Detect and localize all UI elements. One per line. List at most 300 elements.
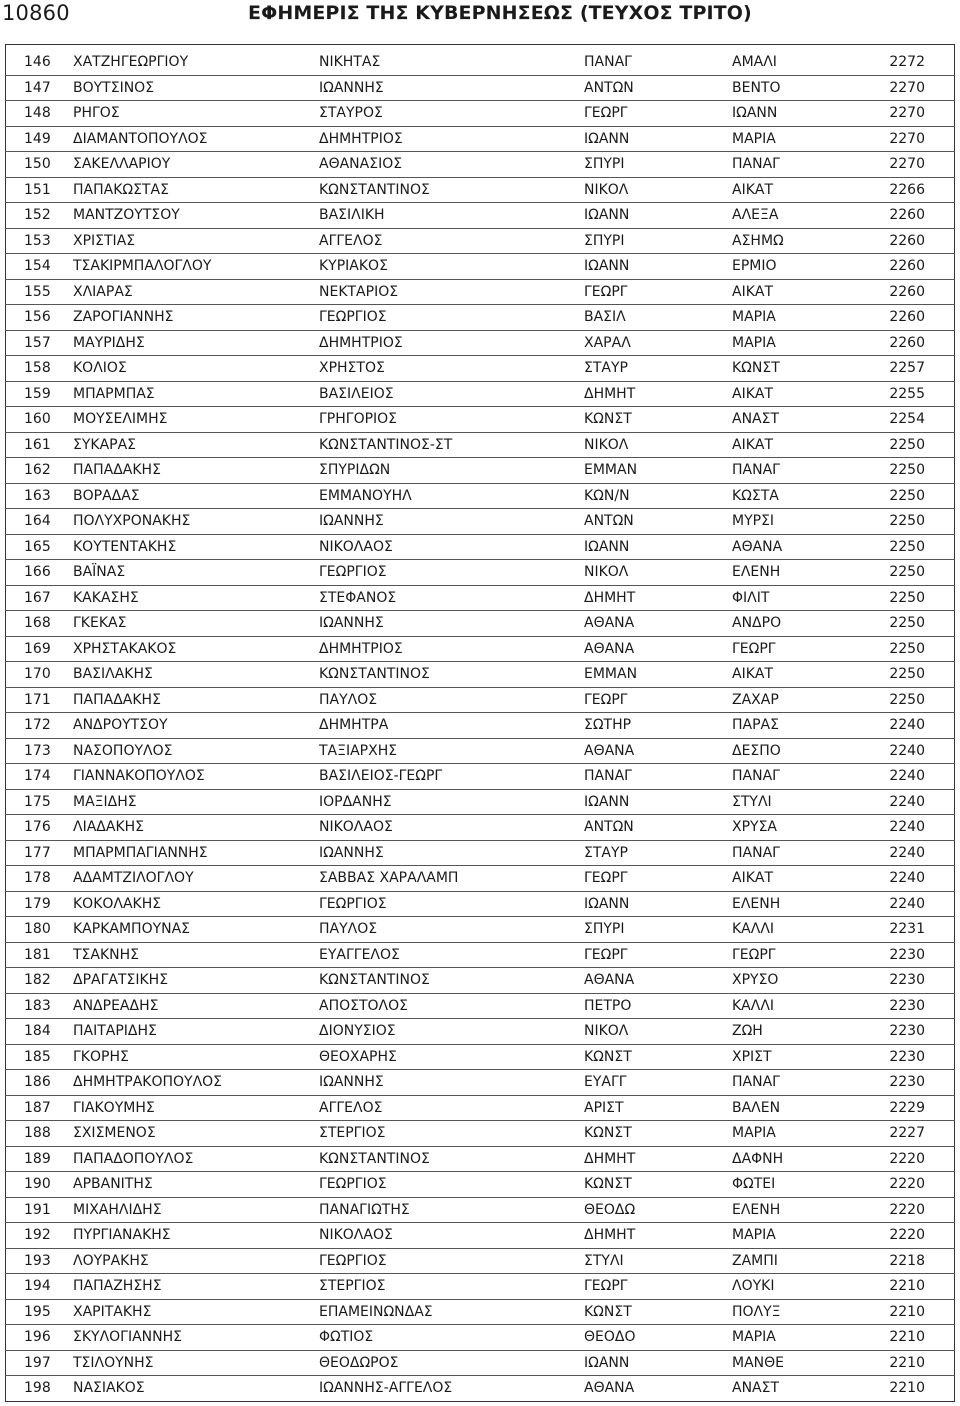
- father-name-cell: ΚΩΝΣΤ: [584, 411, 632, 427]
- mother-name-cell: ΖΑΜΠΙ: [732, 1252, 778, 1269]
- points-cell: 2260: [889, 207, 925, 223]
- points-cell: 2260: [889, 309, 925, 325]
- mother-name-cell: ΑΙΚΑΤ: [732, 666, 774, 682]
- surname-cell: ΑΔΑΜΤΖΙΛΟΓΛΟΥ: [73, 870, 194, 886]
- points-cell: 2270: [889, 79, 925, 96]
- mother-name-cell: ΑΝΔΡΟ: [732, 615, 782, 631]
- first-name-cell: ΚΩΝΣΤΑΝΤΙΝΟΣ: [319, 1150, 430, 1167]
- first-name-cell: ΚΥΡΙΑΚΟΣ: [319, 258, 388, 274]
- surname-cell: ΜΙΧΑΗΛΙΔΗΣ: [73, 1201, 162, 1218]
- father-name-cell: ΝΙΚΟΛ: [584, 436, 629, 453]
- points-cell: 2260: [889, 283, 925, 300]
- row-number: 175: [24, 793, 51, 810]
- first-name-cell: ΣΤΑΥΡΟΣ: [319, 105, 383, 121]
- row-number: 154: [24, 258, 51, 274]
- table-row: [5, 331, 955, 357]
- table-row: [5, 203, 955, 229]
- row-number: 180: [24, 921, 51, 937]
- mother-name-cell: ΚΩΣΤΑ: [732, 487, 779, 504]
- first-name-cell: ΒΑΣΙΛΙΚΗ: [319, 207, 385, 223]
- mother-name-cell: ΜΑΝΘΕ: [732, 1354, 784, 1371]
- table-row: [5, 764, 955, 790]
- first-name-cell: ΔΗΜΗΤΡΙΟΣ: [319, 334, 403, 351]
- surname-cell: ΧΑΤΖΗΓΕΩΡΓΙΟΥ: [73, 54, 189, 70]
- surname-cell: ΜΠΑΡΜΠΑΣ: [73, 385, 155, 402]
- table-row: [5, 229, 955, 255]
- page-number: 10860: [2, 1, 70, 25]
- points-cell: 2210: [889, 1278, 925, 1294]
- points-cell: 2240: [889, 870, 925, 886]
- mother-name-cell: ΠΑΡΑΣ: [732, 717, 779, 733]
- first-name-cell: ΝΙΚΟΛΑΟΣ: [319, 819, 393, 835]
- mother-name-cell: ΜΑΡΙΑ: [732, 309, 776, 325]
- mother-name-cell: ΜΑΡΙΑ: [732, 1329, 776, 1345]
- surname-cell: ΑΡΒΑΝΙΤΗΣ: [73, 1176, 153, 1192]
- father-name-cell: ΚΩΝΣΤ: [584, 1303, 632, 1320]
- father-name-cell: ΕΥΑΓΓ: [584, 1074, 627, 1090]
- mother-name-cell: ΕΛΕΝΗ: [732, 1201, 781, 1218]
- table-row: [5, 968, 955, 994]
- father-name-cell: ΑΝΤΩΝ: [584, 79, 634, 96]
- surname-cell: ΔΗΜΗΤΡΑΚΟΠΟΥΛΟΣ: [73, 1074, 223, 1090]
- mother-name-cell: ΑΝΑΣΤ: [732, 411, 780, 427]
- points-cell: 2250: [889, 487, 925, 504]
- table-row: [5, 1121, 955, 1147]
- surname-cell: ΠΥΡΓΙΑΝΑΚΗΣ: [73, 1227, 171, 1243]
- table-row: [5, 713, 955, 739]
- table-row: [5, 305, 955, 331]
- surname-cell: ΠΑΠΑΚΩΣΤΑΣ: [73, 181, 169, 198]
- mother-name-cell: ΧΡΥΣΟ: [732, 972, 779, 988]
- mother-name-cell: ΛΟΥΚΙ: [732, 1278, 775, 1294]
- father-name-cell: ΑΘΑΝΑ: [584, 1380, 635, 1396]
- mother-name-cell: ΚΑΛΛΙ: [732, 997, 775, 1014]
- surname-cell: ΑΝΔΡΟΥΤΣΟΥ: [73, 717, 168, 733]
- row-number: 156: [24, 309, 51, 325]
- father-name-cell: ΝΙΚΟΛ: [584, 564, 629, 580]
- table-row: [5, 535, 955, 561]
- table-row: [5, 917, 955, 943]
- table-row: [5, 433, 955, 459]
- first-name-cell: ΝΙΚΟΛΑΟΣ: [319, 538, 393, 555]
- father-name-cell: ΚΩΝΣΤ: [584, 1125, 632, 1141]
- table-row: [5, 1249, 955, 1275]
- mother-name-cell: ΠΑΝΑΓ: [732, 156, 780, 172]
- mother-name-cell: ΑΙΚΑΤ: [732, 283, 774, 300]
- table-row: [5, 994, 955, 1020]
- first-name-cell: ΔΗΜΗΤΡΙΟΣ: [319, 640, 403, 657]
- row-number: 147: [24, 79, 51, 96]
- points-cell: 2240: [889, 717, 925, 733]
- mother-name-cell: ΕΛΕΝΗ: [732, 895, 781, 912]
- table-row: [5, 382, 955, 408]
- mother-name-cell: ΒΕΝΤΟ: [732, 79, 781, 96]
- surname-cell: ΠΑΠΑΔΟΠΟΥΛΟΣ: [73, 1150, 194, 1167]
- surname-cell: ΠΑΠΑΖΗΣΗΣ: [73, 1278, 162, 1294]
- points-cell: 2270: [889, 105, 925, 121]
- table-row: [5, 280, 955, 306]
- row-number: 177: [24, 844, 51, 861]
- father-name-cell: ΑΘΑΝΑ: [584, 640, 635, 657]
- mother-name-cell: ΧΡΙΣΤ: [732, 1048, 772, 1065]
- table-row: [5, 815, 955, 841]
- surname-cell: ΣΚΥΛΟΓΙΑΝΝΗΣ: [73, 1329, 182, 1345]
- first-name-cell: ΙΟΡΔΑΝΗΣ: [319, 793, 392, 810]
- surname-cell: ΔΙΑΜΑΝΤΟΠΟΥΛΟΣ: [73, 130, 208, 147]
- first-name-cell: ΔΙΟΝΥΣΙΟΣ: [319, 1023, 396, 1039]
- points-cell: 2260: [889, 334, 925, 351]
- table-row: [5, 892, 955, 918]
- father-name-cell: ΒΑΣΙΛ: [584, 309, 626, 325]
- row-number: 192: [24, 1227, 51, 1243]
- table-row: [5, 152, 955, 178]
- table-row: [5, 50, 955, 76]
- first-name-cell: ΔΗΜΗΤΡΙΟΣ: [319, 130, 403, 147]
- surname-cell: ΑΝΔΡΕΑΔΗΣ: [73, 997, 159, 1014]
- row-number: 151: [24, 181, 51, 198]
- surname-cell: ΝΑΣΙΑΚΟΣ: [73, 1380, 145, 1396]
- father-name-cell: ΣΤΑΥΡ: [584, 844, 628, 861]
- page-header: [0, 0, 960, 30]
- table-row: [5, 1172, 955, 1198]
- surname-cell: ΛΙΑΔΑΚΗΣ: [73, 819, 144, 835]
- row-number: 166: [24, 564, 51, 580]
- row-number: 157: [24, 334, 51, 351]
- surname-cell: ΣΧΙΣΜΕΝΟΣ: [73, 1125, 156, 1141]
- first-name-cell: ΣΤΕΡΓΙΟΣ: [319, 1125, 386, 1141]
- table-row: [5, 841, 955, 867]
- points-cell: 2250: [889, 538, 925, 555]
- father-name-cell: ΔΗΜΗΤ: [584, 1227, 636, 1243]
- father-name-cell: ΣΠΥΡΙ: [584, 156, 625, 172]
- father-name-cell: ΑΝΤΩΝ: [584, 513, 634, 529]
- first-name-cell: ΣΤΕΦΑΝΟΣ: [319, 589, 397, 606]
- mother-name-cell: ΚΑΛΛΙ: [732, 921, 775, 937]
- row-number: 160: [24, 411, 51, 427]
- points-cell: 2272: [889, 54, 925, 70]
- row-number: 195: [24, 1303, 51, 1320]
- first-name-cell: ΕΠΑΜΕΙΝΩΝΔΑΣ: [319, 1303, 433, 1320]
- points-cell: 2250: [889, 564, 925, 580]
- row-number: 161: [24, 436, 51, 453]
- row-number: 165: [24, 538, 51, 555]
- first-name-cell: ΠΑΝΑΓΙΩΤΗΣ: [319, 1201, 410, 1218]
- mother-name-cell: ΠΟΛΥΞ: [732, 1303, 781, 1320]
- row-number: 149: [24, 130, 51, 147]
- surname-cell: ΚΑΚΑΣΗΣ: [73, 589, 139, 606]
- points-cell: 2210: [889, 1380, 925, 1396]
- gazette-title: ΕΦΗΜΕΡΙΣ ΤΗΣ ΚΥΒΕΡΝΗΣΕΩΣ (ΤΕΥΧΟΣ ΤΡΙΤΟ): [248, 2, 752, 24]
- mother-name-cell: ΣΤΥΛΙ: [732, 793, 772, 810]
- row-number: 191: [24, 1201, 51, 1218]
- first-name-cell: ΙΩΑΝΝΗΣ: [319, 615, 384, 631]
- mother-name-cell: ΠΑΝΑΓ: [732, 768, 780, 784]
- mother-name-cell: ΠΑΝΑΓ: [732, 844, 780, 861]
- father-name-cell: ΔΗΜΗΤ: [584, 1150, 636, 1167]
- row-number: 188: [24, 1125, 51, 1141]
- surname-cell: ΚΑΡΚΑΜΠΟΥΝΑΣ: [73, 921, 191, 937]
- table-row: [5, 611, 955, 637]
- points-cell: 2250: [889, 513, 925, 529]
- points-cell: 2230: [889, 1048, 925, 1065]
- points-cell: 2250: [889, 666, 925, 682]
- mother-name-cell: ΑΙΚΑΤ: [732, 385, 774, 402]
- father-name-cell: ΑΘΑΝΑ: [584, 972, 635, 988]
- points-cell: 2240: [889, 844, 925, 861]
- points-cell: 2240: [889, 793, 925, 810]
- surname-cell: ΒΟΡΑΔΑΣ: [73, 487, 140, 504]
- row-number: 189: [24, 1150, 51, 1167]
- table-row: [5, 1045, 955, 1071]
- father-name-cell: ΚΩΝ/Ν: [584, 487, 630, 504]
- surname-cell: ΚΟΛΙΟΣ: [73, 360, 127, 376]
- row-number: 174: [24, 768, 51, 784]
- mother-name-cell: ΑΙΚΑΤ: [732, 181, 774, 198]
- points-cell: 2218: [889, 1252, 925, 1269]
- points-cell: 2260: [889, 232, 925, 249]
- row-number: 168: [24, 615, 51, 631]
- mother-name-cell: ΑΝΑΣΤ: [732, 1380, 780, 1396]
- first-name-cell: ΚΩΝΣΤΑΝΤΙΝΟΣ: [319, 181, 430, 198]
- father-name-cell: ΓΕΩΡΓ: [584, 691, 628, 708]
- mother-name-cell: ΜΑΡΙΑ: [732, 130, 776, 147]
- mother-name-cell: ΕΛΕΝΗ: [732, 564, 781, 580]
- table-row: [5, 1300, 955, 1326]
- points-cell: 2257: [889, 360, 925, 376]
- points-cell: 2250: [889, 436, 925, 453]
- row-number: 164: [24, 513, 51, 529]
- points-cell: 2220: [889, 1176, 925, 1192]
- surname-cell: ΝΑΣΟΠΟΥΛΟΣ: [73, 742, 173, 759]
- first-name-cell: ΝΙΚΟΛΑΟΣ: [319, 1227, 393, 1243]
- row-number: 184: [24, 1023, 51, 1039]
- father-name-cell: ΓΕΩΡΓ: [584, 105, 628, 121]
- father-name-cell: ΘΕΟΔΩ: [584, 1201, 636, 1218]
- table-row: [5, 560, 955, 586]
- surname-cell: ΒΑΣΙΛΑΚΗΣ: [73, 666, 153, 682]
- father-name-cell: ΙΩΑΝΝ: [584, 895, 630, 912]
- father-name-cell: ΝΙΚΟΛ: [584, 181, 629, 198]
- points-cell: 2240: [889, 895, 925, 912]
- table-row: [5, 1325, 955, 1351]
- row-number: 186: [24, 1074, 51, 1090]
- father-name-cell: ΠΑΝΑΓ: [584, 54, 632, 70]
- first-name-cell: ΣΤΕΡΓΙΟΣ: [319, 1278, 386, 1294]
- surname-cell: ΓΚΕΚΑΣ: [73, 615, 127, 631]
- surname-cell: ΓΙΑΝΝΑΚΟΠΟΥΛΟΣ: [73, 768, 205, 784]
- surname-cell: ΒΑΪΝΑΣ: [73, 564, 126, 580]
- mother-name-cell: ΜΑΡΙΑ: [732, 1125, 776, 1141]
- mother-name-cell: ΜΑΡΙΑ: [732, 1227, 776, 1243]
- table-row: [5, 1274, 955, 1300]
- first-name-cell: ΘΕΟΧΑΡΗΣ: [319, 1048, 397, 1065]
- row-number: 159: [24, 385, 51, 402]
- mother-name-cell: ΑΣΗΜΩ: [732, 232, 784, 249]
- table-row: [5, 484, 955, 510]
- row-number: 170: [24, 666, 51, 682]
- father-name-cell: ΙΩΑΝΝ: [584, 207, 630, 223]
- row-number: 193: [24, 1252, 51, 1269]
- points-cell: 2250: [889, 589, 925, 606]
- row-number: 167: [24, 589, 51, 606]
- row-number: 172: [24, 717, 51, 733]
- first-name-cell: ΓΕΩΡΓΙΟΣ: [319, 1252, 387, 1269]
- points-cell: 2220: [889, 1201, 925, 1218]
- surname-cell: ΧΛΙΑΡΑΣ: [73, 283, 133, 300]
- mother-name-cell: ΔΑΦΝΗ: [732, 1150, 784, 1167]
- table-row: [5, 458, 955, 484]
- surname-cell: ΤΣΙΛΟΥΝΗΣ: [73, 1354, 154, 1371]
- row-number: 194: [24, 1278, 51, 1294]
- row-number: 181: [24, 946, 51, 963]
- first-name-cell: ΚΩΝΣΤΑΝΤΙΝΟΣ: [319, 972, 430, 988]
- points-cell: 2270: [889, 130, 925, 147]
- points-cell: 2230: [889, 997, 925, 1014]
- mother-name-cell: ΓΕΩΡΓ: [732, 946, 776, 963]
- mother-name-cell: ΒΑΛΕΝ: [732, 1099, 781, 1116]
- first-name-cell: ΠΑΥΛΟΣ: [319, 691, 378, 708]
- father-name-cell: ΙΩΑΝΝ: [584, 1354, 630, 1371]
- surname-cell: ΒΟΥΤΣΙΝΟΣ: [73, 79, 155, 96]
- table-row: [5, 101, 955, 127]
- father-name-cell: ΙΩΑΝΝ: [584, 130, 630, 147]
- points-cell: 2240: [889, 768, 925, 784]
- row-number: 183: [24, 997, 51, 1014]
- table-row: [5, 127, 955, 153]
- points-cell: 2250: [889, 640, 925, 657]
- row-number: 178: [24, 870, 51, 886]
- father-name-cell: ΔΗΜΗΤ: [584, 385, 636, 402]
- first-name-cell: ΒΑΣΙΛΕΙΟΣ: [319, 385, 394, 402]
- first-name-cell: ΤΑΞΙΑΡΧΗΣ: [319, 742, 398, 759]
- father-name-cell: ΣΩΤΗΡ: [584, 717, 632, 733]
- points-cell: 2231: [889, 921, 925, 937]
- father-name-cell: ΧΑΡΑΛ: [584, 334, 631, 351]
- first-name-cell: ΙΩΑΝΝΗΣ: [319, 1074, 384, 1090]
- father-name-cell: ΠΕΤΡΟ: [584, 997, 632, 1014]
- row-number: 150: [24, 156, 51, 172]
- father-name-cell: ΑΝΤΩΝ: [584, 819, 634, 835]
- father-name-cell: ΑΘΑΝΑ: [584, 615, 635, 631]
- row-number: 198: [24, 1380, 51, 1396]
- table-row: [5, 739, 955, 765]
- first-name-cell: ΕΥΑΓΓΕΛΟΣ: [319, 946, 400, 963]
- surname-cell: ΜΑΝΤΖΟΥΤΣΟΥ: [73, 207, 180, 223]
- table-row: [5, 356, 955, 382]
- mother-name-cell: ΦΩΤΕΙ: [732, 1176, 776, 1192]
- father-name-cell: ΕΜΜΑΝ: [584, 462, 638, 478]
- table-row: [5, 254, 955, 280]
- first-name-cell: ΓΕΩΡΓΙΟΣ: [319, 309, 387, 325]
- row-number: 171: [24, 691, 51, 708]
- father-name-cell: ΑΘΑΝΑ: [584, 742, 635, 759]
- mother-name-cell: ΑΙΚΑΤ: [732, 436, 774, 453]
- first-name-cell: ΣΠΥΡΙΔΩΝ: [319, 462, 391, 478]
- row-number: 162: [24, 462, 51, 478]
- father-name-cell: ΓΕΩΡΓ: [584, 870, 628, 886]
- mother-name-cell: ΔΕΣΠΟ: [732, 742, 781, 759]
- first-name-cell: ΑΓΓΕΛΟΣ: [319, 1099, 383, 1116]
- father-name-cell: ΔΗΜΗΤ: [584, 589, 636, 606]
- row-number: 197: [24, 1354, 51, 1371]
- father-name-cell: ΚΩΝΣΤ: [584, 1048, 632, 1065]
- mother-name-cell: ΑΙΚΑΤ: [732, 870, 774, 886]
- first-name-cell: ΝΙΚΗΤΑΣ: [319, 54, 381, 70]
- surname-cell: ΚΟΥΤΕΝΤΑΚΗΣ: [73, 538, 177, 555]
- points-cell: 2250: [889, 691, 925, 708]
- points-cell: 2230: [889, 972, 925, 988]
- surname-cell: ΜΠΑΡΜΠΑΓΙΑΝΝΗΣ: [73, 844, 208, 861]
- points-cell: 2220: [889, 1150, 925, 1167]
- father-name-cell: ΙΩΑΝΝ: [584, 793, 630, 810]
- row-number: 158: [24, 360, 51, 376]
- first-name-cell: ΒΑΣΙΛΕΙΟΣ-ΓΕΩΡΓ: [319, 768, 443, 784]
- surname-cell: ΜΑΥΡΙΔΗΣ: [73, 334, 145, 351]
- table-row: [5, 1147, 955, 1173]
- table-row: [5, 1351, 955, 1377]
- first-name-cell: ΓΕΩΡΓΙΟΣ: [319, 895, 387, 912]
- points-cell: 2250: [889, 615, 925, 631]
- points-cell: 2220: [889, 1227, 925, 1243]
- table-row: [5, 1019, 955, 1045]
- father-name-cell: ΠΑΝΑΓ: [584, 768, 632, 784]
- row-number: 196: [24, 1329, 51, 1345]
- first-name-cell: ΓΡΗΓΟΡΙΟΣ: [319, 411, 398, 427]
- points-cell: 2260: [889, 258, 925, 274]
- first-name-cell: ΙΩΑΝΝΗΣ: [319, 513, 384, 529]
- table-row: [5, 509, 955, 535]
- points-cell: 2270: [889, 156, 925, 172]
- points-cell: 2210: [889, 1329, 925, 1345]
- mother-name-cell: ΙΩΑΝΝ: [732, 105, 778, 121]
- surname-cell: ΧΑΡΙΤΑΚΗΣ: [73, 1303, 152, 1320]
- points-cell: 2250: [889, 462, 925, 478]
- mother-name-cell: ΓΕΩΡΓ: [732, 640, 776, 657]
- table-row: [5, 1376, 955, 1402]
- row-number: 182: [24, 972, 51, 988]
- surname-cell: ΣΥΚΑΡΑΣ: [73, 436, 137, 453]
- row-number: 152: [24, 207, 51, 223]
- points-cell: 2229: [889, 1099, 925, 1116]
- surname-cell: ΠΑΙΤΑΡΙΔΗΣ: [73, 1023, 157, 1039]
- first-name-cell: ΧΡΗΣΤΟΣ: [319, 360, 385, 376]
- surname-cell: ΜΟΥΣΕΛΙΜΗΣ: [73, 411, 168, 427]
- first-name-cell: ΑΠΟΣΤΟΛΟΣ: [319, 997, 408, 1014]
- points-cell: 2230: [889, 946, 925, 963]
- father-name-cell: ΓΕΩΡΓ: [584, 1278, 628, 1294]
- mother-name-cell: ΠΑΝΑΓ: [732, 462, 780, 478]
- surname-cell: ΡΗΓΟΣ: [73, 105, 120, 121]
- father-name-cell: ΙΩΑΝΝ: [584, 538, 630, 555]
- mother-name-cell: ΑΘΑΝΑ: [732, 538, 783, 555]
- first-name-cell: ΕΜΜΑΝΟΥΗΛ: [319, 487, 412, 504]
- row-number: 146: [24, 54, 51, 70]
- row-number: 173: [24, 742, 51, 759]
- points-cell: 2240: [889, 742, 925, 759]
- row-number: 163: [24, 487, 51, 504]
- surname-cell: ΧΡΙΣΤΙΑΣ: [73, 232, 136, 249]
- table-row: [5, 637, 955, 663]
- surname-cell: ΓΙΑΚΟΥΜΗΣ: [73, 1099, 155, 1116]
- father-name-cell: ΓΕΩΡΓ: [584, 946, 628, 963]
- first-name-cell: ΔΗΜΗΤΡΑ: [319, 717, 389, 733]
- surname-cell: ΠΑΠΑΔΑΚΗΣ: [73, 691, 161, 708]
- points-cell: 2240: [889, 819, 925, 835]
- father-name-cell: ΣΠΥΡΙ: [584, 921, 625, 937]
- mother-name-cell: ΖΑΧΑΡ: [732, 691, 779, 708]
- surname-cell: ΔΡΑΓΑΤΣΙΚΗΣ: [73, 972, 169, 988]
- row-number: 169: [24, 640, 51, 657]
